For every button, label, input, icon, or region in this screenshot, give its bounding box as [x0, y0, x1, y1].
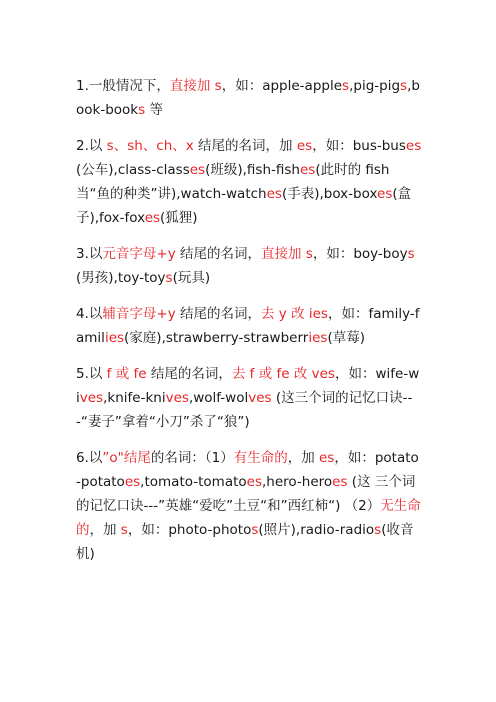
body-text: (盒子),fox-fox: [76, 186, 412, 226]
highlight-text: es: [124, 474, 141, 490]
highlight-text: s: [374, 522, 382, 538]
highlight-text: 去 y 改 ies: [261, 306, 328, 322]
rule-paragraph-1: [76, 74, 422, 122]
body-text: (收音机): [76, 522, 414, 562]
highlight-text: ies: [104, 330, 125, 346]
highlight-text: es: [246, 474, 262, 490]
highlight-text: 元音字母+y: [102, 246, 176, 262]
body-text: ，如：photo-photo: [127, 522, 252, 538]
highlight-text: ves: [79, 390, 104, 406]
body-text: ，加: [287, 450, 319, 466]
body-text: 5.以: [76, 366, 107, 382]
body-text: (公车),class-class: [76, 162, 190, 178]
highlight-text: 直接加 s: [261, 246, 313, 262]
body-text: ,hero-hero: [262, 474, 333, 490]
body-text: 6.以: [76, 450, 103, 466]
body-text: ,wolf-wol: [188, 390, 249, 406]
body-text: (此时的 fish 当“鱼的种类”讲),watch-watch: [76, 162, 390, 202]
highlight-text: f 或 fe: [106, 366, 147, 382]
highlight-text: ves: [248, 390, 272, 406]
highlight-text: 有生命的: [233, 450, 288, 466]
highlight-text: es: [189, 162, 206, 178]
body-text: 结尾的名词，加: [193, 138, 297, 154]
highlight-text: ”o"结尾: [102, 450, 151, 466]
highlight-text: es: [299, 162, 316, 178]
body-text: 结尾的名词，: [146, 366, 232, 382]
body-text: 的名词：（1）: [150, 450, 234, 466]
body-text: (这三个词的记忆口诀---“妻子”拿着“小刀”杀了“狼”): [76, 390, 413, 430]
body-text: ,pig-pig: [349, 78, 401, 94]
body-text: ,knife-kni: [103, 390, 166, 406]
body-text: (草莓): [327, 330, 365, 346]
body-text: (男孩),toy-toy: [76, 270, 166, 286]
highlight-text: es: [266, 186, 282, 202]
highlight-text: 无生命的: [76, 498, 421, 538]
highlight-text: es: [296, 138, 313, 154]
highlight-text: 直接加 s: [169, 78, 222, 94]
rule-paragraph-2: [76, 134, 422, 230]
rule-paragraph-6: [76, 446, 422, 566]
highlight-text: ies: [308, 330, 328, 346]
highlight-text: s: [120, 522, 128, 538]
body-text: 4.以: [76, 306, 103, 322]
body-text: (家庭),strawberry-strawberr: [124, 330, 309, 346]
highlight-text: 辅音字母+y: [102, 306, 176, 322]
body-text: ,book-book: [76, 78, 420, 118]
body-text: 结尾的名词，: [175, 306, 261, 322]
highlight-text: s、sh、ch、x: [106, 138, 194, 154]
highlight-text: 去 f 或 fe 改 ves: [231, 366, 335, 382]
highlight-text: s: [342, 78, 350, 94]
body-text: ，加: [89, 522, 121, 538]
body-text: (这 三个词的记忆口诀---”英雄“爱吃”土豆“和”西红柿“) （2）: [76, 474, 416, 514]
body-text: 2.以: [76, 138, 107, 154]
body-text: (照片),radio-radio: [258, 522, 375, 538]
body-text: (狐狸): [160, 210, 198, 226]
rule-paragraph-3: [76, 242, 422, 290]
body-text: ，如：apple-apple: [221, 78, 343, 94]
body-text: ，如：family-famil: [76, 306, 420, 346]
highlight-text: es: [332, 474, 348, 490]
body-text: ，如：bus-bus: [312, 138, 406, 154]
rule-paragraph-4: [76, 302, 422, 350]
body-text: 等: [145, 102, 163, 118]
rule-paragraph-5: [76, 362, 422, 434]
body-text: ，如：boy-boy: [312, 246, 408, 262]
highlight-text: s: [251, 522, 259, 538]
body-text: ，如：potato-potato: [76, 450, 419, 490]
rules-list: [76, 74, 496, 566]
body-text: 1.一般情况下，: [76, 78, 170, 94]
highlight-text: es: [144, 210, 161, 226]
body-text: (玩具): [172, 270, 211, 286]
highlight-text: es: [405, 138, 422, 154]
highlight-text: s: [165, 270, 173, 286]
highlight-text: es: [377, 186, 393, 202]
body-text: 结尾的名词，: [175, 246, 261, 262]
body-text: ,tomato-tomato: [140, 474, 247, 490]
highlight-text: s: [400, 78, 408, 94]
body-text: 3.以: [76, 246, 103, 262]
highlight-text: ves: [165, 390, 189, 406]
highlight-text: es: [319, 450, 335, 466]
body-text: (班级),fish-fish: [205, 162, 300, 178]
highlight-text: s: [407, 246, 415, 262]
body-text: ，如：wife-wi: [76, 366, 420, 406]
highlight-text: s: [138, 102, 146, 118]
body-text: (手表),box-box: [281, 186, 378, 202]
